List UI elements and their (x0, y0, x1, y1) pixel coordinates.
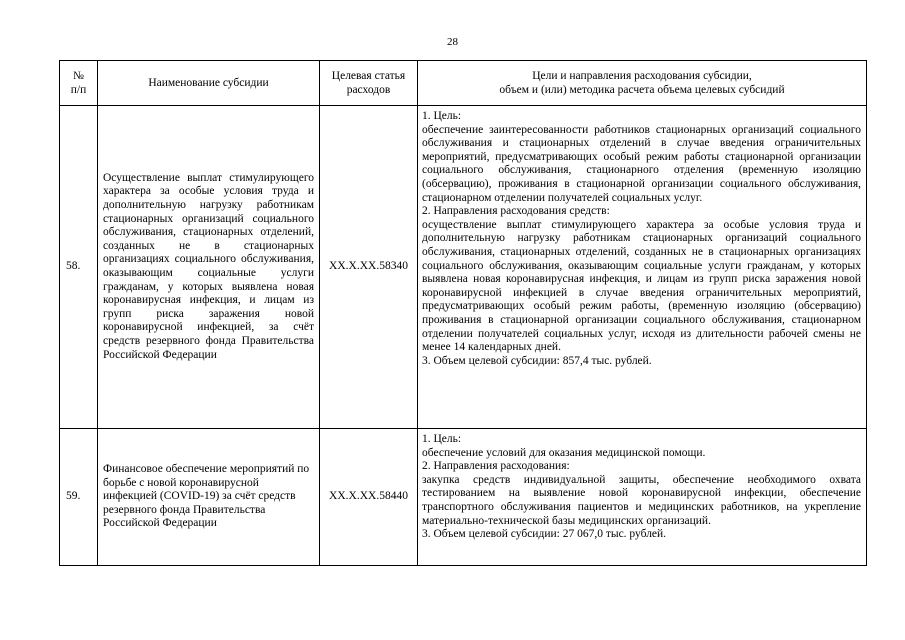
subsidy-goals (418, 429, 867, 566)
subsidy-name: Осуществление выплат стимулирующего характера за особые условия труда и дополнительную нагрузку работникам стационарных организаций социального обслуживания, стационарных отделений, созданных не в стационарных организациях социального обслуживания, оказывающим социальные услуги гражданам, у которых выявлена новая коронавирусная инфекция, и лицам из групп риска заражения новой коронавирусной инфекцией, за счёт средств резервного фонда Правительства Российской Федерации (98, 106, 320, 429)
row-number: 58. (60, 106, 98, 429)
goal-heading: 1. Цель: (422, 433, 462, 445)
volume-text: 3. Объем целевой субсидии: 27 067,0 тыс. рублей. (422, 528, 667, 541)
table-row (60, 429, 867, 566)
goal-text: обеспечение заинтересованности работников стационарных организаций социального обслуживания и стационарных отделений в случае введения ограничительных мероприятий, предусматривающих особый режим работы стационарной организации социального обслуживания, стационарного отделения (временную изоляцию (обсервацию), проживания в стационарной организации социального обслуживания, стационарном отделении получателей социальных услуг. (422, 123, 861, 204)
goal-text: обеспечение условий для оказания медицинской помощи. (422, 446, 706, 459)
directions-text: закупка средств индивидуальной защиты, обеспечение необходимого охвата тестированием на выявление новой коронавирусной инфекции, обеспечение транспортного обслуживания пациентов и медицинских работников, на укрепление материально-технической базы медицинских организаций. (422, 473, 861, 527)
expense-code: XX.X.XX.58440 (320, 429, 418, 566)
row-number: 59. (60, 429, 98, 566)
expense-code: XX.X.XX.58340 (320, 106, 418, 429)
directions-text: осуществление выплат стимулирующего характера за особые условия труда и дополнительную нагрузку работникам стационарных организаций социального обслуживания, стационарных отделений, созданных не в стационарных организациях социального обслуживания, оказывающим социальные услуги гражданам, у которых выявлена новая коронавирусная инфекция, и лицам из групп риска заражения новой коронавирусной инфекцией в случае введения ограничительных мероприятий, предусматривающих особый режим работы, (временную изоляцию (обсервацию) проживания в стационарной организации социального обслуживания, стационарном отделении получателей социальных услуг, исходя из длительности рабочей смены не менее 14 календарных дней. (422, 218, 861, 354)
table-row (60, 106, 867, 429)
subsidy-name: Финансовое обеспечение мероприятий по борьбе с новой коронавирусной инфекцией (COVID-19) за счёт средств резервного фонда Правительства Российской Федерации (98, 429, 320, 566)
table-header-row (60, 61, 867, 106)
subsidy-table (59, 60, 867, 566)
header-num: № п/п (60, 61, 98, 106)
header-code: Целевая статья расходов (320, 61, 418, 106)
volume-text: 3. Объем целевой субсидии: 857,4 тыс. рублей. (422, 354, 652, 367)
directions-heading: 2. Направления расходования средств: (422, 205, 610, 218)
subsidy-goals (418, 106, 867, 429)
header-name: Наименование субсидии (98, 61, 320, 106)
directions-heading: 2. Направления расходования: (422, 460, 570, 473)
page-number: 28 (447, 36, 458, 48)
goal-heading: 1. Цель: (422, 110, 462, 122)
header-goals: Цели и направления расходования субсидии, объем и (или) методика расчета объема целевых субсидий (418, 61, 867, 106)
